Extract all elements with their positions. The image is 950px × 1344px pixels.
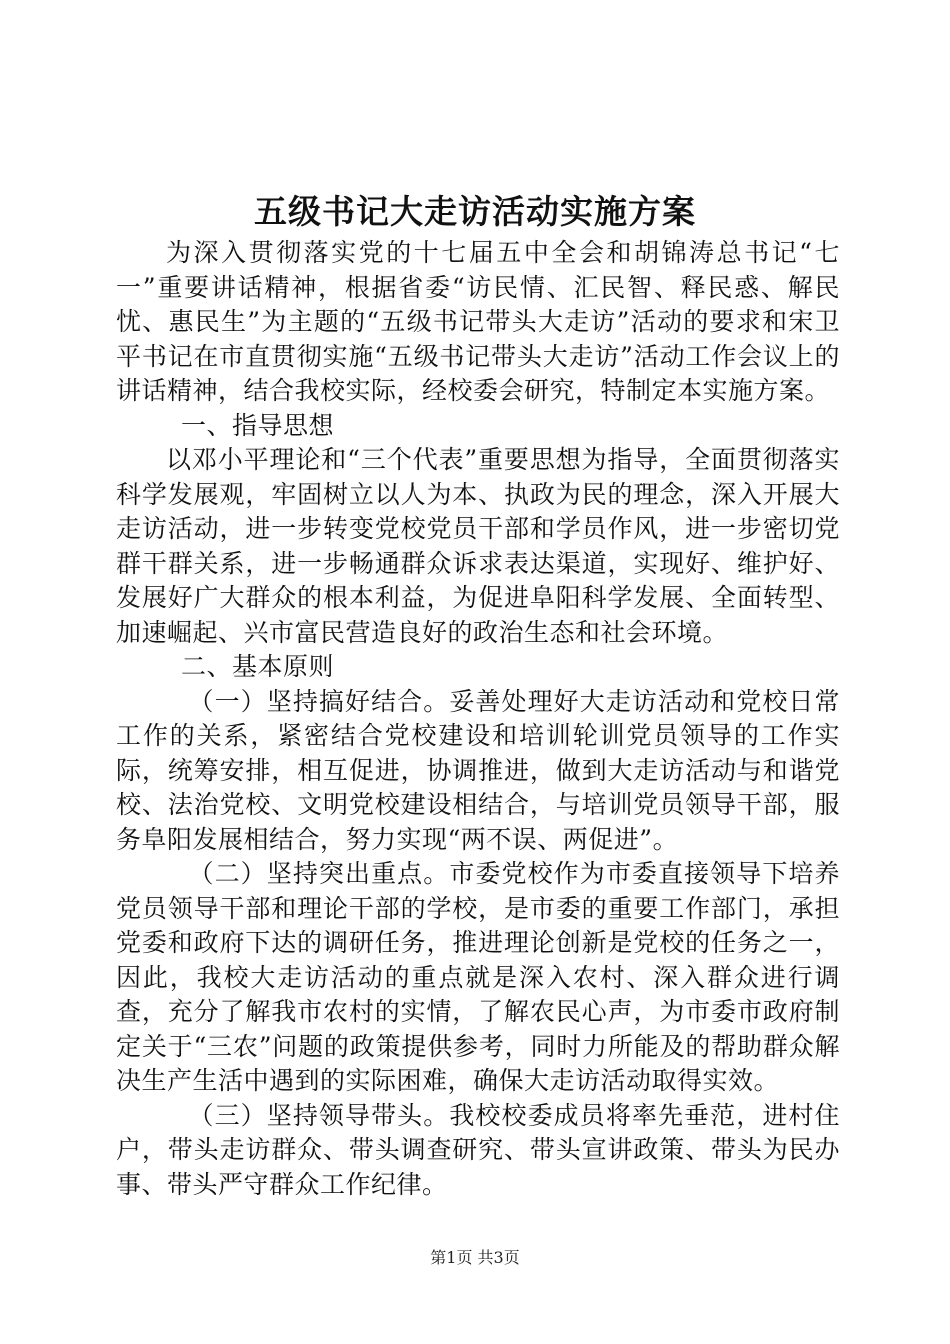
section-heading-basic-principles: 二、基本原则: [181, 652, 335, 681]
principle-item-2: （二）坚持突出重点。市委党校作为市委直接领导下培养党员领导干部和理论干部的学校，是市委的重要工作部门，承担党委和政府下达的调研任务，推进理论创新是党校的任务之一，因此，我校大走访活动的重点就是深入农村、深入群众进行调查，充分了解我市农村的实情，了解农民心声，为市委市政府制定关于“三农”问题的政策提供参考，同时力所能及的帮助群众解决生产生活中遇到的实际困难，确保大走访活动取得实效。: [116, 859, 840, 1095]
principle-item-3: （三）坚持领导带头。我校校委成员将率先垂范，进村住户，带头走访群众、带头调查研究、带头宣讲政策、带头为民办事、带头严守群众工作纪律。: [116, 1100, 840, 1199]
section-heading-guiding-thought: 一、指导思想: [181, 410, 335, 440]
document-title: 五级书记大走访活动实施方案: [254, 192, 696, 231]
page-number-footer: 第1页 共3页: [430, 1248, 520, 1267]
intro-paragraph: 为深入贯彻落实党的十七届五中全会和胡锦涛总书记“七一”重要讲话精神，根据省委“访民情、汇民智、释民惑、解民忧、惠民生”为主题的“五级书记带头大走访”活动的要求和宋卫平书记在市直贯彻实施“五级书记带头大走访”活动工作会议上的讲话精神，结合我校实际，经校委会研究，特制定本实施方案。: [116, 238, 840, 405]
principle-item-1: （一）坚持搞好结合。妥善处理好大走访活动和党校日常工作的关系，紧密结合党校建设和培训轮训党员领导的工作实际，统筹安排，相互促进，协调推进，做到大走访活动与和谐党校、法治党校、文明党校建设相结合，与培训党员领导干部，服务阜阳发展相结合，努力实现“两不误、两促进”。: [116, 686, 840, 854]
guiding-thought-paragraph: 以邓小平理论和“三个代表”重要思想为指导，全面贯彻落实科学发展观，牢固树立以人为本、执政为民的理念，深入开展大走访活动，进一步转变党校党员干部和学员作风，进一步密切党群干群关系，进一步畅通群众诉求表达渠道，实现好、维护好、发展好广大群众的根本利益，为促进阜阳科学发展、全面转型、加速崛起、兴市富民营造良好的政治生态和社会环境。: [116, 445, 840, 647]
document-body: [116, 236, 840, 1202]
